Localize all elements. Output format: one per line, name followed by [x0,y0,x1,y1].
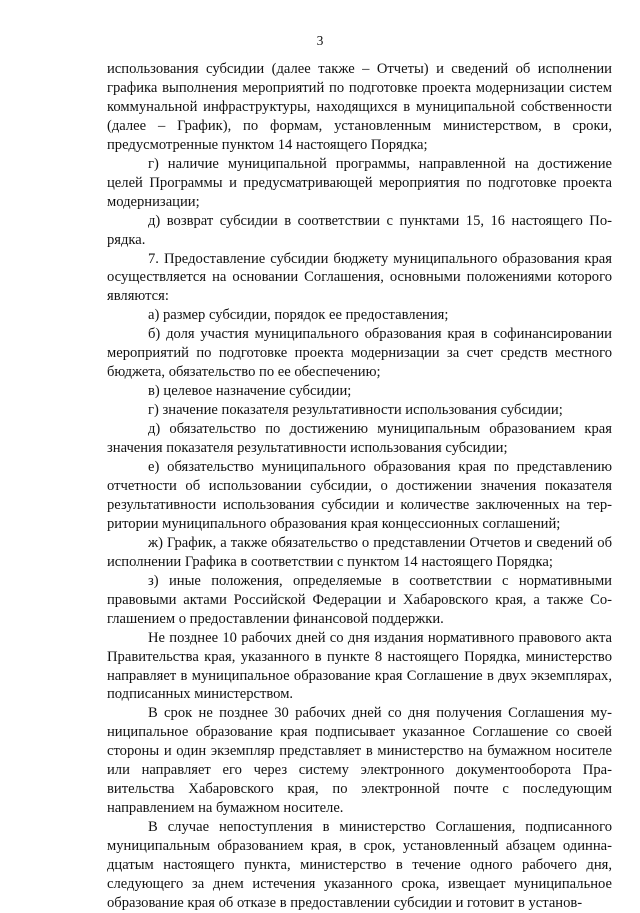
paragraph-agreement-sending: Не позднее 10 рабочих дней со дня издания нормативного правового акта Правительства края, указанного в пункте 8 настоящего Порядка, министерство направляет в муниципальное образование края Соглашение в двух экземплярах, подписанных министерством. [107,629,612,703]
paragraph-agreement-nonreceipt: В случае непоступления в министерство Соглашения, подписанного муниципальным образованием края, в срок, установленный абзацем одиннадцатым настоящего пункта, министерство в течение одного рабочего дня, следующего за днем истечения указанного срока, извещает муниципальное образование края об отказе в предоставлении субсидии и готовит в установ- [107,819,612,911]
paragraph-clause-7-item-zh: ж) График, а также обязательство о представлении Отчетов и сведений об исполнении Графика в соответствии с пунктом 14 настоящего Порядка; [107,534,612,570]
paragraph-agreement-signing: В срок не позднее 30 рабочих дней со дня получения Соглашения муниципальное образование края подписывает указанное Соглашение со своей стороны и один экземпляр представляет в министерство на бумажном носителе или направляет его через систему электронного документооборота Правительства Хабаровского края, по электронной почте с последующим направлением на бумажном носителе. [107,705,612,817]
paragraph-clause-7-item-z: з) иные положения, определяемые в соответствии с нормативными правовыми актами Российской Федерации и Хабаровского края, а также Соглашением о предоставлении финансовой поддержки. [107,572,612,627]
paragraph-clause-7: 7. Предоставление субсидии бюджету муниципального образования края осуществляется на основании Соглашения, основными положениями которого являются: [107,250,612,305]
paragraph-continuation: использования субсидии (далее также – Отчеты) и сведений об исполнении графика выполнения мероприятий по подготовке проекта модернизации систем коммунальной инфраструктуры, находящихся в муниципальной собственности (далее – График), по формам, установленным министерством, в сроки, предусмотренные пунктом 14 настоящего Порядка; [107,61,612,153]
document-body [107,60,612,913]
paragraph-clause-7-item-d: д) обязательство по достижению муниципальным образованием края значения показателя результативности использования субсидии; [107,421,612,457]
paragraph-clause-7-item-v: в) целевое назначение субсидии; [148,383,352,400]
paragraph-clause-7-item-g: г) значение показателя результативности использования субсидии; [148,402,563,419]
paragraph-clause-7-item-b: б) доля участия муниципального образования края в софинансировании мероприятий по подготовке проекта модернизации за счет средств местного бюджета, обязательство по ее обеспечению; [107,326,612,381]
paragraph-clause-7-item-a: а) размер субсидии, порядок ее предоставления; [148,307,449,324]
paragraph-item-g: г) наличие муниципальной программы, направленной на достижение целей Программы и предусматривающей мероприятия по подготовке проекта модернизации; [107,155,612,210]
page-number: 3 [316,33,324,48]
paragraph-item-d: д) возврат субсидии в соответствии с пунктами 15, 16 настоящего Порядка. [107,212,612,248]
paragraph-clause-7-item-e: е) обязательство муниципального образования края по представлению отчетности об использовании субсидии, о достижении значения показателя результативности использования субсидии и количестве заключенных на территории муниципального образования края концессионных соглашений; [107,459,612,532]
